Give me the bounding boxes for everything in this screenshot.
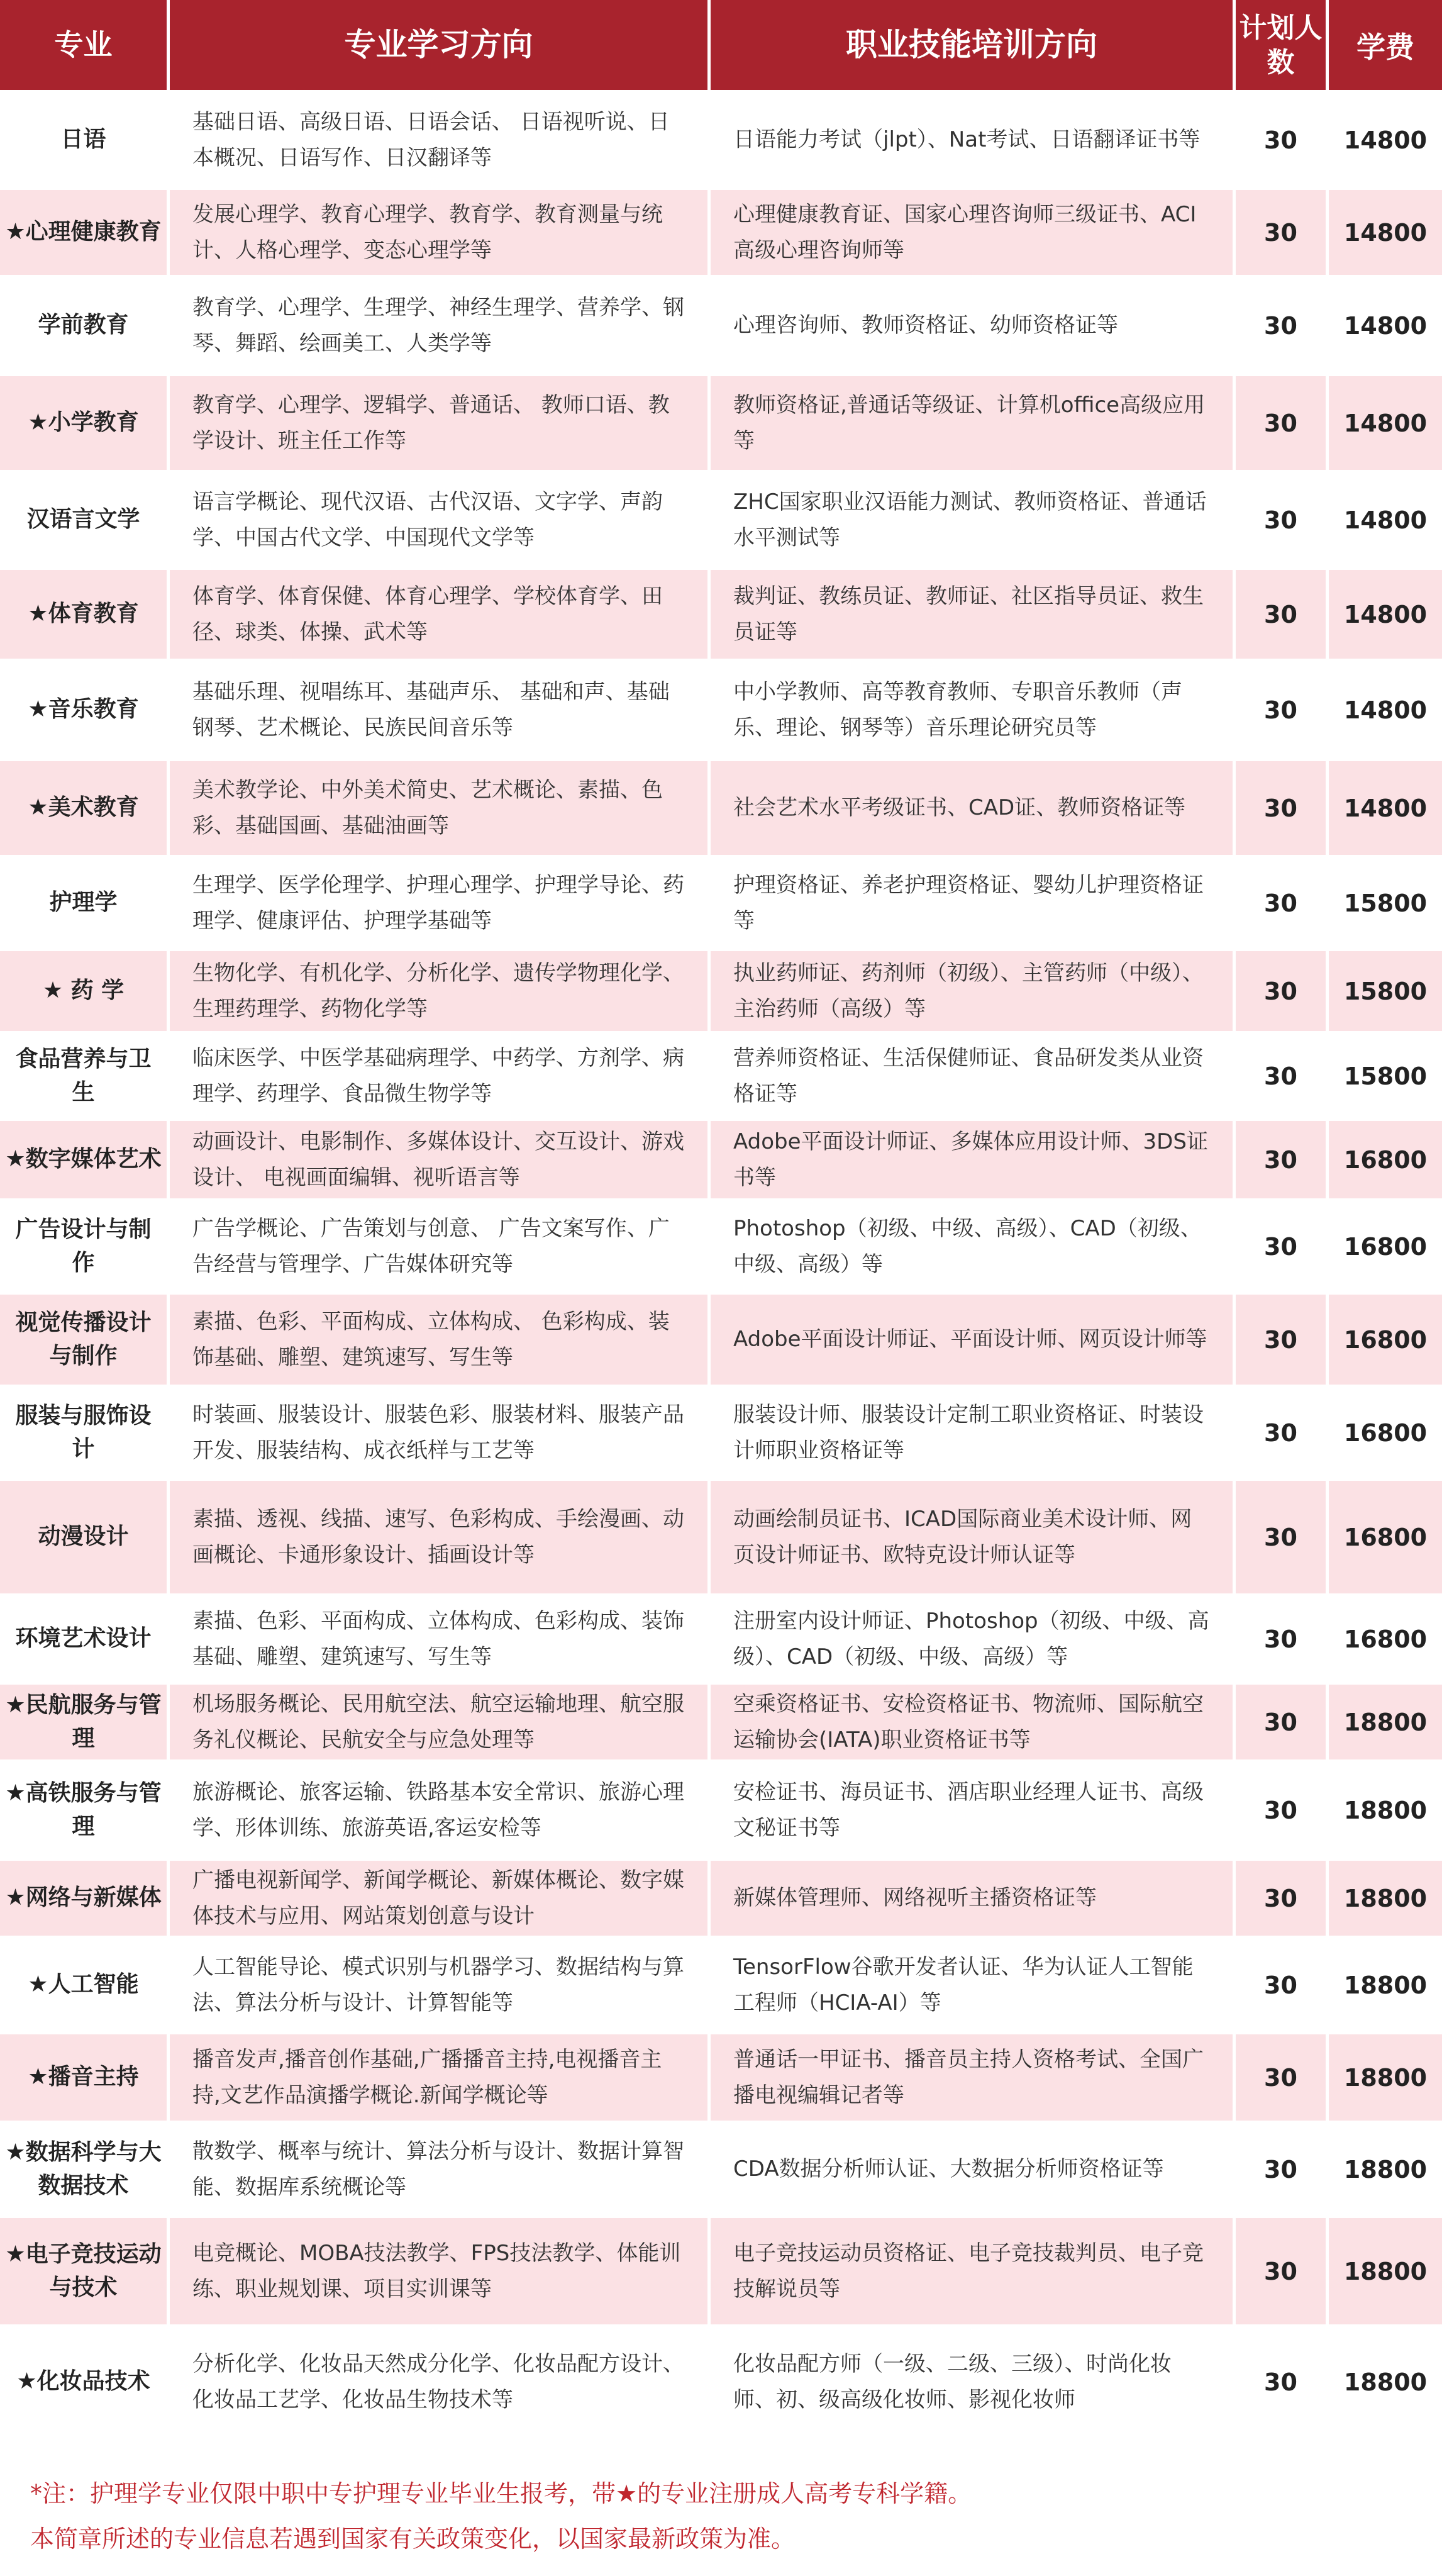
header-tuition: 学费	[1356, 30, 1414, 64]
cell-tuition: 18800	[1329, 2218, 1442, 2324]
table-row	[0, 2124, 1442, 2218]
cell-skill-training: 心理健康教育证、国家心理咨询师三级证书、ACI高级心理咨询师等	[711, 190, 1236, 275]
table-row	[0, 2034, 1442, 2124]
cell-major: ★网络与新媒体	[0, 1861, 170, 1936]
cell-study-direction: 机场服务概论、民用航空法、航空运输地理、航空服务礼仪概论、民航安全与应急处理等	[170, 1685, 711, 1759]
cell-skill-training: Adobe平面设计师证、平面设计师、网页设计师等	[711, 1295, 1236, 1385]
cell-major: ★播音主持	[0, 2034, 170, 2121]
footnote-1: *注：护理学专业仅限中职中专护理专业毕业生报考，带★的专业注册成人高考专科学籍。	[30, 2480, 972, 2507]
cell-study-direction: 播音发声,播音创作基础,广播播音主持,电视播音主持,文艺作品演播学概论.新闻学概论等	[170, 2034, 711, 2121]
cell-study-direction: 发展心理学、教育心理学、教育学、教育测量与统计、人格心理学、变态心理学等	[170, 190, 711, 275]
cell-skill-training: 电子竞技运动员资格证、电子竞技裁判员、电子竞技解说员等	[711, 2218, 1236, 2324]
cell-plan-count: 30	[1236, 278, 1329, 373]
table-row	[0, 376, 1442, 473]
cell-plan-count: 30	[1236, 1388, 1329, 1478]
cell-study-direction: 美术教学论、中外美术简史、艺术概论、素描、色彩、基础国画、基础油画等	[170, 761, 711, 855]
cell-major: 服装与服饰设计	[0, 1388, 170, 1478]
header-plan-count: 计划人数	[1236, 0, 1329, 90]
cell-plan-count: 30	[1236, 858, 1329, 948]
cell-major: 日语	[0, 93, 170, 187]
cell-major: ★民航服务与管理	[0, 1685, 170, 1759]
table-row	[0, 570, 1442, 662]
cell-tuition: 15800	[1329, 858, 1442, 948]
cell-plan-count: 30	[1236, 1597, 1329, 1681]
table-row	[0, 1685, 1442, 1763]
table-row	[0, 2328, 1442, 2439]
cell-tuition: 16800	[1329, 1597, 1442, 1681]
header-major: 专业	[0, 0, 170, 90]
cell-skill-training: 营养师资格证、生活保健师证、食品研发类从业资格证等	[711, 1034, 1236, 1118]
cell-plan-count: 30	[1236, 951, 1329, 1031]
table-row	[0, 761, 1442, 858]
cell-skill-training: 安检证书、海员证书、酒店职业经理人证书、高级文秘证书等	[711, 1763, 1236, 1858]
cell-skill-training: Photoshop（初级、中级、高级）、CAD（初级、中级、高级）等	[711, 1202, 1236, 1291]
cell-tuition: 18800	[1329, 1861, 1442, 1936]
header-skill-training: 职业技能培训方向	[711, 0, 1236, 90]
cell-plan-count: 30	[1236, 190, 1329, 275]
cell-study-direction: 广播电视新闻学、新闻学概论、新媒体概论、数字媒体技术与应用、网站策划创意与设计	[170, 1861, 711, 1936]
cell-major: ★心理健康教育	[0, 190, 170, 275]
cell-plan-count: 30	[1236, 2218, 1329, 2324]
cell-skill-training: 护理资格证、养老护理资格证、婴幼儿护理资格证等	[711, 858, 1236, 948]
cell-plan-count: 30	[1236, 376, 1329, 470]
cell-tuition: 14800	[1329, 570, 1442, 659]
cell-plan-count: 30	[1236, 1763, 1329, 1858]
cell-study-direction: 生物化学、有机化学、分析化学、遗传学物理化学、生理药理学、药物化学等	[170, 951, 711, 1031]
table-body	[0, 93, 1442, 2439]
cell-plan-count: 30	[1236, 1121, 1329, 1198]
cell-major: ★体育教育	[0, 570, 170, 659]
cell-tuition: 14800	[1329, 190, 1442, 275]
table-row	[0, 1763, 1442, 1861]
cell-skill-training: 化妆品配方师（一级、二级、三级）、时尚化妆师、初、级高级化妆师、影视化妆师	[711, 2328, 1236, 2436]
cell-tuition: 16800	[1329, 1388, 1442, 1478]
cell-plan-count: 30	[1236, 473, 1329, 567]
cell-study-direction: 临床医学、中医学基础病理学、中药学、方剂学、病理学、药理学、食品微生物学等	[170, 1034, 711, 1118]
cell-major: 广告设计与制作	[0, 1202, 170, 1291]
cell-skill-training: 执业药师证、药剂师（初级）、主管药师（中级）、主治药师（高级）等	[711, 951, 1236, 1031]
cell-tuition: 16800	[1329, 1481, 1442, 1593]
cell-major: ★数字媒体艺术	[0, 1121, 170, 1198]
header-study-direction: 专业学习方向	[170, 0, 711, 90]
cell-tuition: 16800	[1329, 1202, 1442, 1291]
cell-plan-count: 30	[1236, 761, 1329, 855]
cell-study-direction: 散数学、概率与统计、算法分析与设计、数据计算智能、数据库系统概论等	[170, 2124, 711, 2215]
footnotes	[30, 2471, 1414, 2562]
cell-major: 学前教育	[0, 278, 170, 373]
table-row	[0, 1121, 1442, 1202]
cell-plan-count: 30	[1236, 1034, 1329, 1118]
cell-skill-training: 服装设计师、服装设计定制工职业资格证、时装设计师职业资格证等	[711, 1388, 1236, 1478]
table-row	[0, 1939, 1442, 2034]
cell-skill-training: 心理咨询师、教师资格证、幼师资格证等	[711, 278, 1236, 373]
cell-tuition: 14800	[1329, 761, 1442, 855]
cell-skill-training: ZHC国家职业汉语能力测试、教师资格证、普通话水平测试等	[711, 473, 1236, 567]
table-row	[0, 951, 1442, 1034]
table-row	[0, 1202, 1442, 1295]
cell-major: ★化妆品技术	[0, 2328, 170, 2436]
cell-tuition: 16800	[1329, 1121, 1442, 1198]
cell-plan-count: 30	[1236, 1295, 1329, 1385]
table-row	[0, 93, 1442, 190]
cell-major: ★美术教育	[0, 761, 170, 855]
cell-major: 护理学	[0, 858, 170, 948]
cell-tuition: 18800	[1329, 1763, 1442, 1858]
cell-study-direction: 语言学概论、现代汉语、古代汉语、文字学、声韵学、中国古代文学、中国现代文学等	[170, 473, 711, 567]
cell-tuition: 18800	[1329, 2124, 1442, 2215]
cell-tuition: 18800	[1329, 1685, 1442, 1759]
cell-major: ★数据科学与大数据技术	[0, 2124, 170, 2215]
cell-skill-training: CDA数据分析师认证、大数据分析师资格证等	[711, 2124, 1236, 2215]
cell-tuition: 14800	[1329, 93, 1442, 187]
table-header-row	[0, 0, 1442, 93]
cell-major: 视觉传播设计与制作	[0, 1295, 170, 1385]
cell-major: ★音乐教育	[0, 662, 170, 758]
cell-study-direction: 广告学概论、广告策划与创意、 广告文案写作、广告经营与管理学、广告媒体研究等	[170, 1202, 711, 1291]
cell-plan-count: 30	[1236, 2034, 1329, 2121]
table-row	[0, 858, 1442, 951]
cell-major: ★ 药 学	[0, 951, 170, 1031]
cell-plan-count: 30	[1236, 2124, 1329, 2215]
cell-major: ★小学教育	[0, 376, 170, 470]
cell-tuition: 14800	[1329, 376, 1442, 470]
cell-major: ★电子竞技运动与技术	[0, 2218, 170, 2324]
cell-skill-training: 中小学教师、高等教育教师、专职音乐教师（声乐、理论、钢琴等）音乐理论研究员等	[711, 662, 1236, 758]
table-row	[0, 1295, 1442, 1388]
table-row	[0, 1388, 1442, 1481]
cell-tuition: 15800	[1329, 951, 1442, 1031]
cell-study-direction: 旅游概论、旅客运输、铁路基本安全常识、旅游心理学、形体训练、旅游英语,客运安检等	[170, 1763, 711, 1858]
cell-plan-count: 30	[1236, 662, 1329, 758]
cell-study-direction: 基础乐理、视唱练耳、基础声乐、 基础和声、基础钢琴、艺术概论、民族民间音乐等	[170, 662, 711, 758]
cell-tuition: 16800	[1329, 1295, 1442, 1385]
cell-study-direction: 教育学、心理学、生理学、神经生理学、营养学、钢琴、舞蹈、绘画美工、人类学等	[170, 278, 711, 373]
cell-major: 食品营养与卫生	[0, 1034, 170, 1118]
cell-skill-training: 教师资格证,普通话等级证、计算机office高级应用等	[711, 376, 1236, 470]
cell-plan-count: 30	[1236, 1202, 1329, 1291]
table-row	[0, 1034, 1442, 1121]
cell-skill-training: 社会艺术水平考级证书、CAD证、教师资格证等	[711, 761, 1236, 855]
cell-tuition: 18800	[1329, 1939, 1442, 2031]
cell-tuition: 18800	[1329, 2328, 1442, 2436]
footnote-2: 本简章所述的专业信息若遇到国家有关政策变化，以国家最新政策为准。	[30, 2525, 796, 2553]
cell-study-direction: 教育学、心理学、逻辑学、普通话、 教师口语、教学设计、班主任工作等	[170, 376, 711, 470]
cell-plan-count: 30	[1236, 1685, 1329, 1759]
cell-tuition: 18800	[1329, 2034, 1442, 2121]
cell-skill-training: 注册室内设计师证、Photoshop（初级、中级、高级）、CAD（初级、中级、高级）等	[711, 1597, 1236, 1681]
cell-study-direction: 素描、透视、线描、速写、色彩构成、手绘漫画、动画概论、卡通形象设计、插画设计等	[170, 1481, 711, 1593]
cell-skill-training: 空乘资格证书、安检资格证书、物流师、国际航空运输协会(IATA)职业资格证书等	[711, 1685, 1236, 1759]
cell-tuition: 15800	[1329, 1034, 1442, 1118]
cell-study-direction: 时装画、服装设计、服装色彩、服装材料、服装产品开发、服装结构、成衣纸样与工艺等	[170, 1388, 711, 1478]
cell-study-direction: 基础日语、高级日语、日语会话、 日语视听说、日本概况、日语写作、日汉翻译等	[170, 93, 711, 187]
cell-tuition: 14800	[1329, 278, 1442, 373]
cell-tuition: 14800	[1329, 473, 1442, 567]
cell-study-direction: 分析化学、化妆品天然成分化学、化妆品配方设计、化妆品工艺学、化妆品生物技术等	[170, 2328, 711, 2436]
cell-study-direction: 电竞概论、MOBA技法教学、FPS技法教学、体能训练、职业规划课、项目实训课等	[170, 2218, 711, 2324]
table-row	[0, 190, 1442, 278]
table-row	[0, 1861, 1442, 1939]
cell-skill-training: 普通话一甲证书、播音员主持人资格考试、全国广播电视编辑记者等	[711, 2034, 1236, 2121]
cell-plan-count: 30	[1236, 1861, 1329, 1936]
cell-plan-count: 30	[1236, 93, 1329, 187]
cell-major: 动漫设计	[0, 1481, 170, 1593]
cell-skill-training: 日语能力考试（jlpt）、Nat考试、日语翻译证书等	[711, 93, 1236, 187]
table-row	[0, 2218, 1442, 2328]
cell-major: 汉语言文学	[0, 473, 170, 567]
table-row	[0, 473, 1442, 570]
table-row	[0, 278, 1442, 376]
table-row	[0, 662, 1442, 761]
cell-study-direction: 动画设计、电影制作、多媒体设计、交互设计、游戏设计、 电视画面编辑、视听语言等	[170, 1121, 711, 1198]
cell-major: ★人工智能	[0, 1939, 170, 2031]
cell-plan-count: 30	[1236, 570, 1329, 659]
cell-study-direction: 体育学、体育保健、体育心理学、学校体育学、田径、球类、体操、武术等	[170, 570, 711, 659]
cell-study-direction: 素描、色彩、平面构成、立体构成、 色彩构成、装饰基础、雕塑、建筑速写、写生等	[170, 1295, 711, 1385]
cell-plan-count: 30	[1236, 2328, 1329, 2436]
cell-plan-count: 30	[1236, 1481, 1329, 1593]
cell-skill-training: TensorFlow谷歌开发者认证、华为认证人工智能工程师（HCIA-AI）等	[711, 1939, 1236, 2031]
cell-major: ★高铁服务与管理	[0, 1763, 170, 1858]
cell-skill-training: 新媒体管理师、网络视听主播资格证等	[711, 1861, 1236, 1936]
cell-tuition: 14800	[1329, 662, 1442, 758]
cell-skill-training: Adobe平面设计师证、多媒体应用设计师、3DS证书等	[711, 1121, 1236, 1198]
cell-skill-training: 动画绘制员证书、ICAD国际商业美术设计师、网页设计师证书、欧特克设计师认证等	[711, 1481, 1236, 1593]
table-row	[0, 1597, 1442, 1685]
cell-skill-training: 裁判证、教练员证、教师证、社区指导员证、救生员证等	[711, 570, 1236, 659]
cell-study-direction: 素描、色彩、平面构成、立体构成、色彩构成、装饰基础、雕塑、建筑速写、写生等	[170, 1597, 711, 1681]
cell-major: 环境艺术设计	[0, 1597, 170, 1681]
cell-study-direction: 人工智能导论、模式识别与机器学习、数据结构与算法、算法分析与设计、计算智能等	[170, 1939, 711, 2031]
cell-study-direction: 生理学、医学伦理学、护理心理学、护理学导论、药理学、健康评估、护理学基础等	[170, 858, 711, 948]
table-row	[0, 1481, 1442, 1597]
cell-plan-count: 30	[1236, 1939, 1329, 2031]
